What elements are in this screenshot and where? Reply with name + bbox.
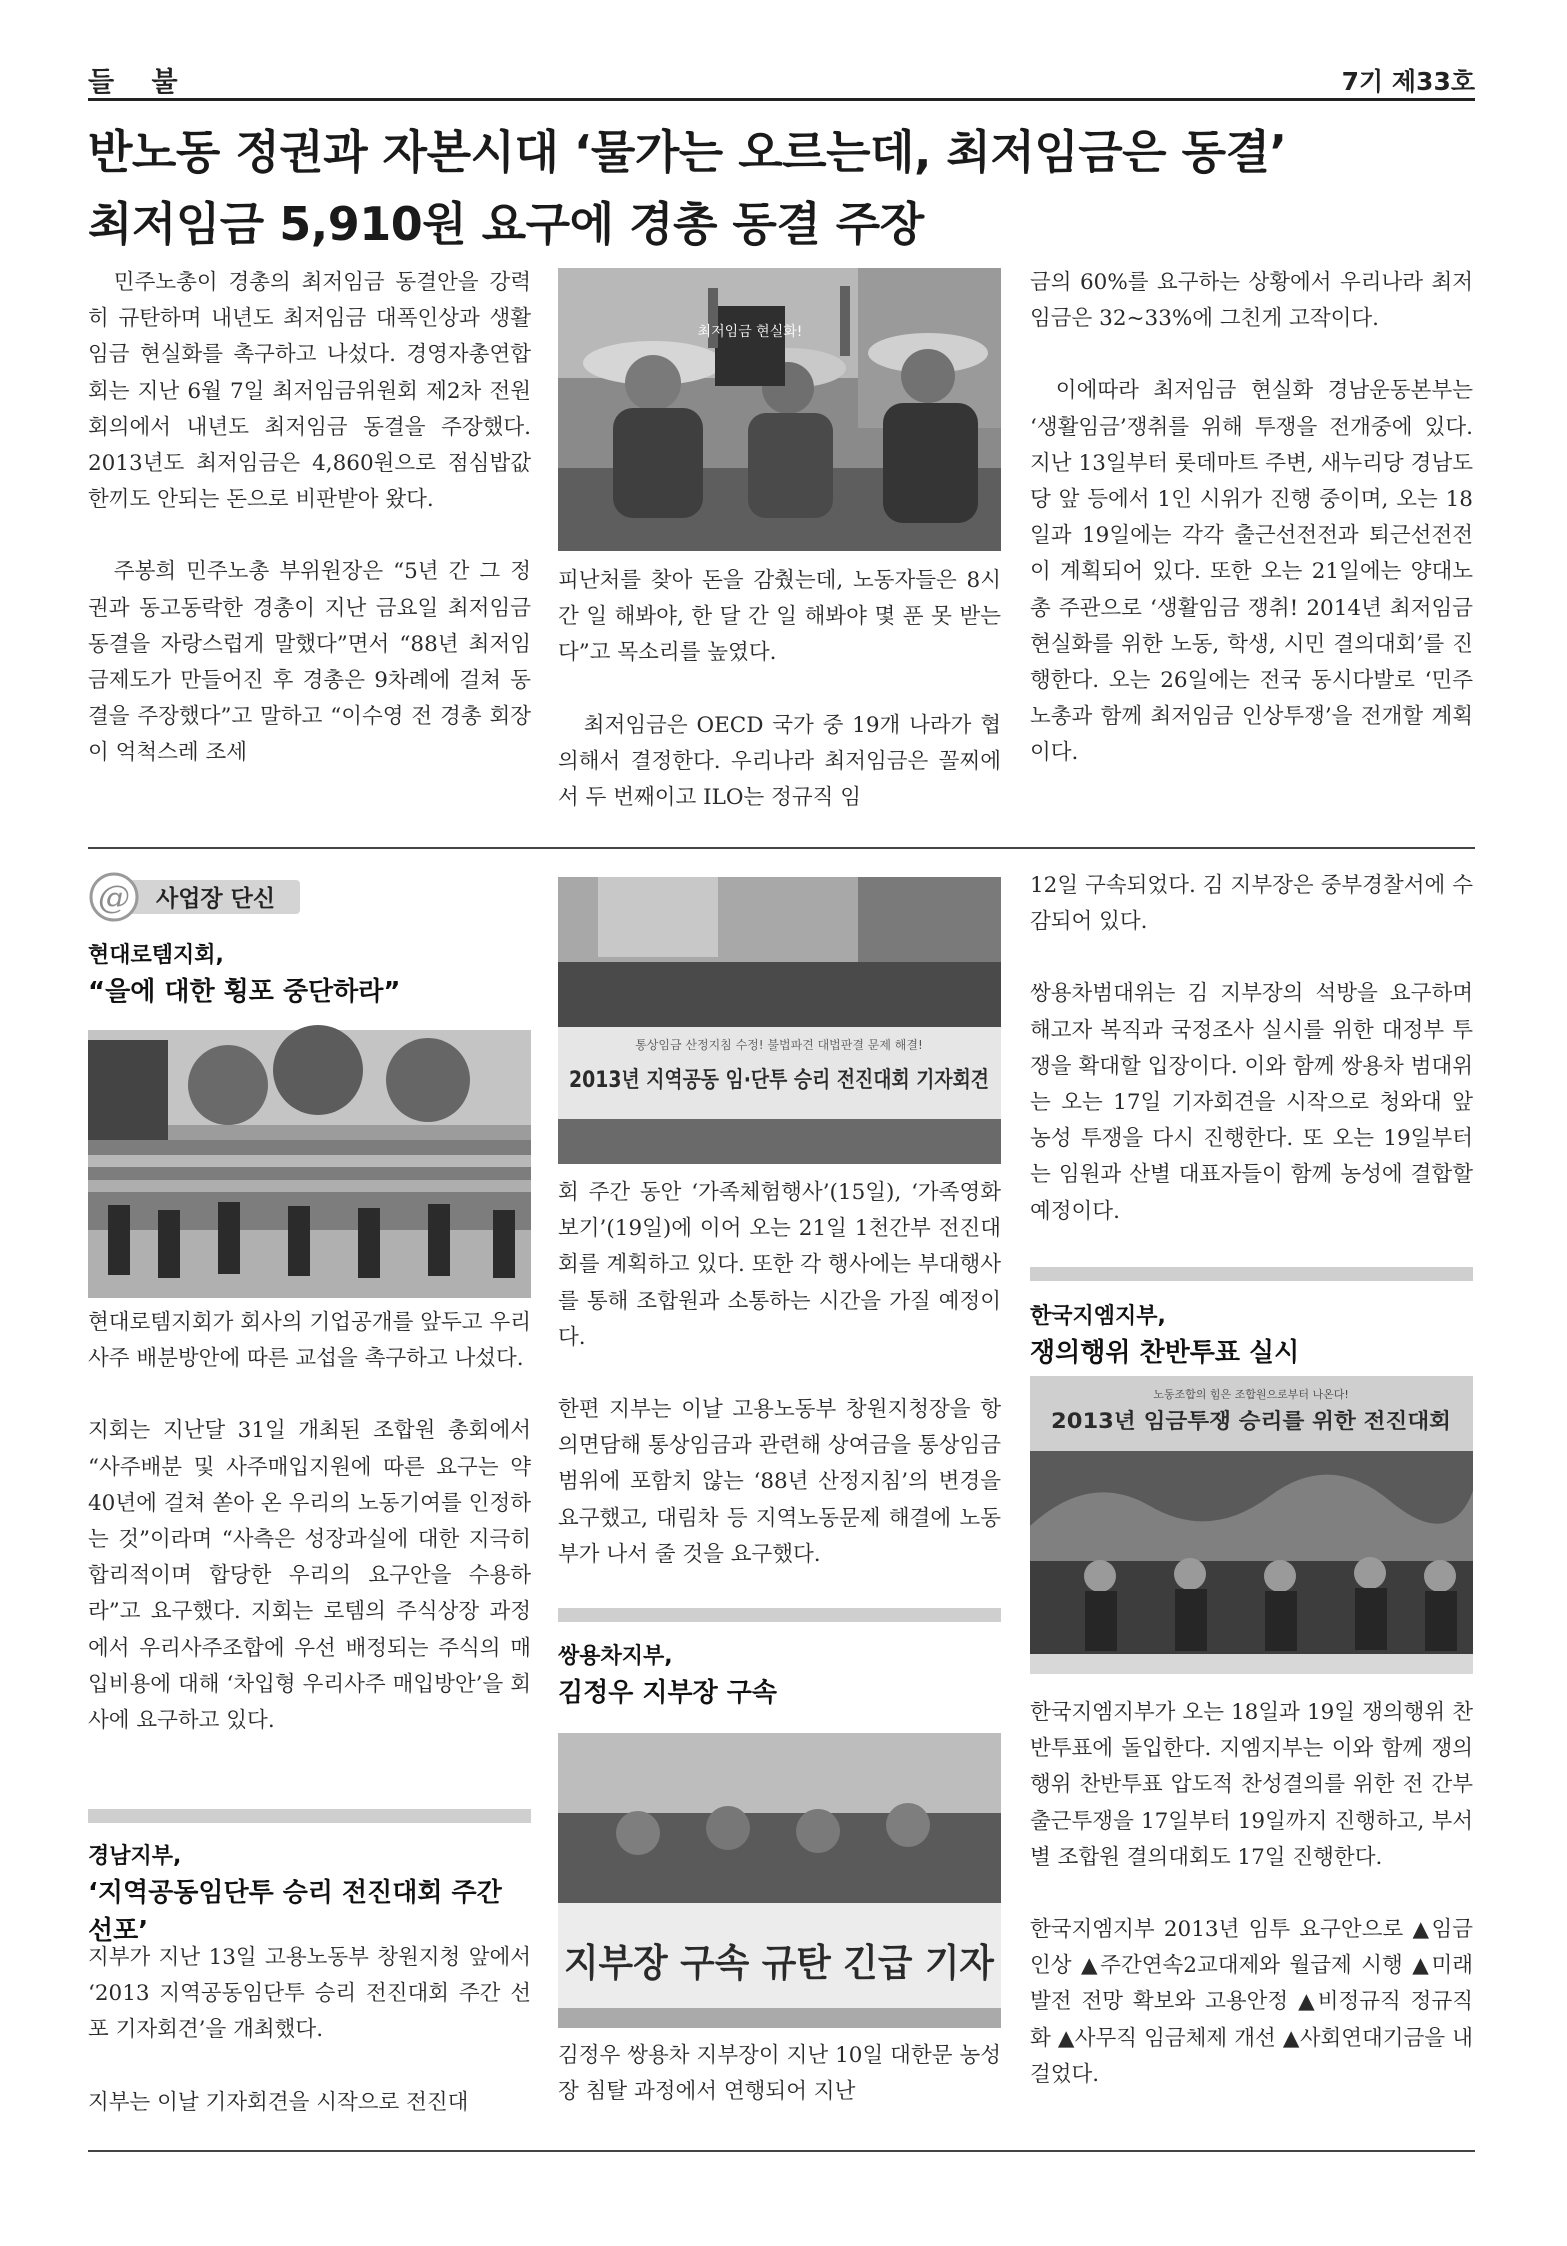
paragraph: 김정우 쌍용차 지부장이 지난 10일 대한문 농성장 침탈 과정에서 연행되어 지난 bbox=[558, 2043, 1001, 2105]
top-article-col3 bbox=[1030, 265, 1473, 772]
subhead-line2: ‘지역공동임단투 승리 전진대회 주간 선포’ bbox=[88, 1878, 502, 1946]
hyundai-rally-photo bbox=[88, 1030, 531, 1298]
photo-banner-top-text: 통상임금 산정지침 수정! 불법파견 대법판결 문제 해결! bbox=[635, 1038, 923, 1052]
photo-banner-text: 지부장 구속 규탄 긴급 기자 bbox=[564, 1941, 996, 1985]
paragraph: 현대로템지회가 회사의 기업공개를 앞두고 우리사주 배분방안에 따른 교섭을 촉구하고 나섰다. bbox=[88, 1310, 531, 1372]
paragraph: 민주노총이 경총의 최저임금 동결안을 강력히 규탄하며 내년도 최저임금 대폭인상과 생활임금 현실화를 촉구하고 나섰다. 경영자총연합회는 지난 6월 7일 최저임금위원회 제2차 전원회의에서 내년도 최저임금 동결을 주장했다. 2013년도 최저임금은 4,860원으로 점심밥값 한끼도 안되는 돈으로 비판받아 왔다. bbox=[88, 270, 531, 513]
gm-subhead bbox=[1030, 1300, 1473, 1372]
paragraph: 쌍용차범대위는 김 지부장의 석방을 요구하며 해고자 복직과 국정조사 실시를 위한 대정부 투쟁을 확대할 입장이다. 이와 함께 쌍용차 범대위는 오는 17일 기자회견을 시작으로 청와대 앞 농성 투쟁을 다시 진행한다. 또 오는 19일부터는 임원과 산별 대표자들이 함께 농성에 결합할 예정이다. bbox=[1030, 981, 1473, 1224]
paragraph: 피난처를 찾아 돈을 감췄는데, 노동자들은 8시간 일 해봐야, 한 달 간 일 해봐야 몇 푼 못 받는다”고 목소리를 높였다. bbox=[558, 568, 1001, 666]
subhead-line1: 쌍용차지부, bbox=[558, 1644, 673, 1669]
photo-banner-text: 2013년 지역공동 임·단투 승리 전진대회 기자회견 bbox=[569, 1068, 1060, 1093]
ssangyong-subhead bbox=[558, 1640, 1001, 1712]
paragraph: 최저임금은 OECD 국가 중 19개 나라가 협의해서 결정한다. 우리나라 최저임금은 꼴찌에서 두 번째이고 ILO는 정규직 임 bbox=[558, 712, 1001, 811]
bottom-rule bbox=[88, 2150, 1475, 2152]
paragraph: 지부가 지난 13일 고용노동부 창원지청 앞에서 ‘2013 지역공동임단투 승리 전진대회 주간 선포 기자회견’을 개최했다. bbox=[88, 1945, 531, 2043]
section-divider bbox=[88, 847, 1475, 849]
ssangyong-body bbox=[558, 2038, 1001, 2110]
headline-line1: 반노동 정권과 자본시대 ‘물가는 오르는데, 최저임금은 동결’ bbox=[88, 125, 1287, 179]
minimum-wage-protest-photo bbox=[558, 268, 1001, 551]
photo-sign-text: 최저임금 현실화! bbox=[697, 324, 803, 340]
top-rule bbox=[88, 98, 1475, 101]
newspaper-name: 들 불 bbox=[88, 67, 192, 98]
paragraph: 지부는 이날 기자회견을 시작으로 전진대 bbox=[88, 2089, 469, 2115]
paragraph: 한편 지부는 이날 고용노동부 창원지청장을 항의면담해 통상임금과 관련해 상여금을 통상임금 범위에 포함치 않는 ‘88년 산정지침’의 변경을 요구했고, 대림차 등 지역노동문제 해결에 노동부가 나서 줄 것을 요구했다. bbox=[558, 1397, 1001, 1567]
headline-line2: 최저임금 5,910원 요구에 경총 동결 주장 bbox=[88, 197, 924, 251]
gray-divider bbox=[1030, 1267, 1473, 1281]
paragraph: 한국지엠지부가 오는 18일과 19일 쟁의행위 찬반투표에 돌입한다. 지엠지부는 이와 함께 쟁의행위 찬반투표 압도적 찬성결의를 위한 전 간부 출근투쟁을 17일부터 19일까지 진행하고, 부서별 조합원 결의대회도 17일 진행한다. bbox=[1030, 1700, 1473, 1870]
at-sign-icon: @ bbox=[98, 878, 130, 916]
ssangyong-press-photo bbox=[558, 1733, 1001, 2028]
paragraph: 금의 60%를 요구하는 상황에서 우리나라 최저임금은 32~33%에 그친게 고작이다. bbox=[1030, 270, 1473, 332]
paragraph: 한국지엠지부 2013년 임투 요구안으로 ▲임금인상 ▲주간연속2교대제와 월급제 시행 ▲미래 발전 전망 확보와 고용안정 ▲비정규직 정규직화 ▲사무직 임금체제 개선 ▲사회연대기금을 내걸었다. bbox=[1030, 1917, 1473, 2087]
hyundai-body bbox=[88, 1305, 531, 1739]
paragraph: 지회는 지난달 31일 개최된 조합원 총회에서 “사주배분 및 사주매입지원에 따른 요구는 약40년에 걸쳐 쏟아 온 우리의 노동기여를 인정하는 것”이라며 “사측은 성장과실에 대한 지극히 합리적이며 합당한 우리의 요구안을 수용하라”고 요구했다. 지회는 로템의 주식상장 과정에서 우리사주조합에 우선 배정되는 주식의 매입비용에 대해 ‘차입형 우리사주 매입방안’을 회사에 요구하고 있다. bbox=[88, 1418, 531, 1734]
paragraph: 12일 구속되었다. 김 지부장은 중부경찰서에 수감되어 있다. bbox=[1030, 873, 1473, 935]
gray-divider bbox=[88, 1809, 531, 1823]
gray-divider bbox=[558, 1608, 1001, 1622]
subhead-line1: 현대로템지회, bbox=[88, 943, 224, 968]
hyundai-subhead bbox=[88, 939, 531, 1011]
paragraph: 이에따라 최저임금 현실화 경남운동본부는 ‘생활임금’쟁취를 위해 투쟁을 전개중에 있다. 지난 13일부터 롯데마트 주변, 새누리당 경남도당 앞 등에서 1인 시위가 진행 중이며, 오는 18일과 19일에는 각각 출근선전전과 퇴근선전전이 계획되어 있다. 또한 오는 21일에는 양대노총 주관으로 ‘생활임금 쟁취! 2014년 최저임금 현실화를 위한 노동, 학생, 시민 결의대회’를 진행한다. 오는 26일에는 전국 동시다발로 ‘민주노총과 함께 최저임금 인상투쟁’을 전개할 계획이다. bbox=[1030, 378, 1473, 766]
ssangyong-col3-body bbox=[1030, 868, 1473, 1230]
photo-banner-text: 2013년 임금투쟁 승리를 위한 전진대회 bbox=[1051, 1409, 1451, 1433]
paragraph: 회 주간 동안 ‘가족체험행사’(15일), ‘가족영화보기’(19일)에 이어 오는 21일 1천간부 전진대회를 계획하고 있다. 또한 각 행사에는 부대행사를 통해 조합원과 소통하는 시간을 가질 예정이다. bbox=[558, 1180, 1001, 1350]
section-badge bbox=[88, 872, 303, 922]
gm-rally-photo bbox=[1030, 1376, 1473, 1674]
gyeongnam-press-photo bbox=[558, 877, 1060, 1164]
issue-number: 7기 제33호 bbox=[1341, 67, 1475, 96]
paragraph: 주봉희 민주노총 부위원장은 “5년 간 그 정권과 동고동락한 경총이 지난 금요일 최저임금 동결을 자랑스럽게 말했다”면서 “88년 최저임금제도가 만들어진 후 경총은 9차례에 걸쳐 동결을 주장했다”고 말하고 “이수영 전 경총 회장이 억척스레 조세 bbox=[88, 559, 531, 766]
subhead-line1: 한국지엠지부, bbox=[1030, 1304, 1166, 1329]
subhead-line2: “을에 대한 횡포 중단하라” bbox=[88, 977, 401, 1007]
gyeongnam-subhead bbox=[88, 1840, 531, 1950]
photo-banner-top-text: 노동조합의 힘은 조합원으로부터 나온다! bbox=[1153, 1388, 1349, 1401]
subhead-line1: 경남지부, bbox=[88, 1844, 182, 1869]
subhead-line2: 쟁의행위 찬반투표 실시 bbox=[1030, 1338, 1300, 1368]
top-article-col2 bbox=[558, 563, 1001, 816]
gm-body bbox=[1030, 1695, 1473, 2093]
subhead-line2: 김정우 지부장 구속 bbox=[558, 1678, 778, 1708]
gyeongnam-col2-body bbox=[558, 1175, 1001, 1573]
top-article-col1 bbox=[88, 265, 531, 772]
section-badge-label: 사업장 단신 bbox=[156, 886, 276, 912]
gyeongnam-body bbox=[88, 1940, 531, 2121]
